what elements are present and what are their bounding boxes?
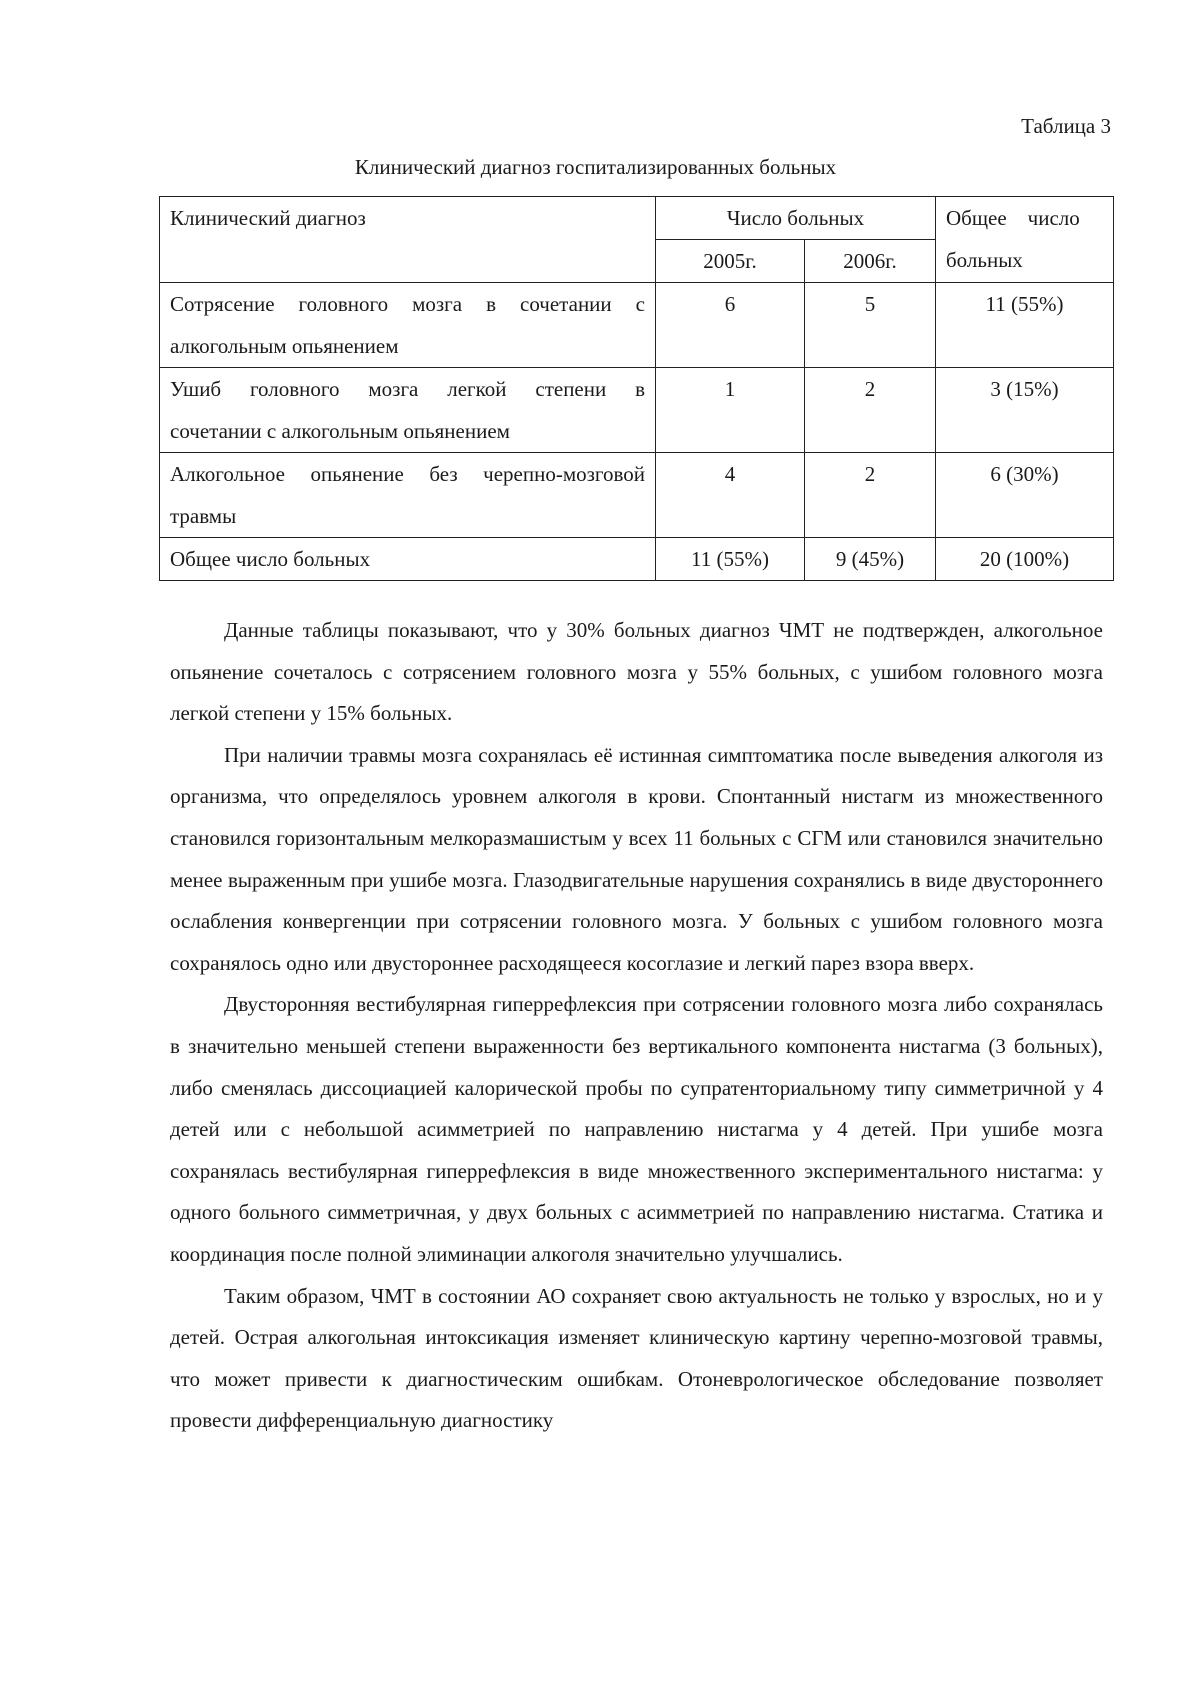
paragraph: Двусторонняя вестибулярная гиперрефлексия при сотрясении головного мозга либо сохранялась в значительно меньшей степени выраженности без вертикального компонента нистагма (3 больных), либо сменялась диссоциацией калорической пробы по супратенториальному типу симметричной у 4 детей или с небольшой асимметрией по направлению нистагма у 4 детей. При ушибе мозга сохранялась вестибулярная гиперрефлексия в виде множественного экспериментального нистагма: у одного больного симметричная, у двух больных с асимметрией по направлению нистагма. Статика и координация после полной элиминации алкоголя значительно улучшались.	[170, 992, 1103, 1266]
row-2006: 2	[805, 453, 936, 538]
row-total: 3 (15%)	[936, 368, 1114, 453]
row-2005: 6	[656, 283, 805, 368]
paragraph: При наличии травмы мозга сохранялась её истинная симптоматика после выведения алкоголя из организма, что определялось уровнем алкоголя в крови. Спонтанный нистагм из множественного становился горизонтальным мелкоразмашистым у всех 11 больных с СГМ или становился значительно менее выраженным при ушибе мозга. Глазодвигательные нарушения сохранялись в виде двустороннего ослабления конвергенции при сотрясении головного мозга. У больных с ушибом головного мозга сохранялось одно или двустороннее расходящееся косоглазие и легкий парез взора вверх.	[170, 742, 1103, 975]
table-footer-row	[160, 538, 1114, 581]
row-diagnosis-line2: алкогольным опьянением	[170, 334, 399, 358]
header-total-line1: Общее число	[946, 206, 1080, 230]
table-row	[160, 283, 1114, 368]
row-total: 6 (30%)	[936, 453, 1114, 538]
table-header-row	[160, 197, 1114, 240]
row-diagnosis	[160, 368, 656, 453]
footer-2005: 11 (55%)	[656, 538, 805, 581]
row-total: 11 (55%)	[936, 283, 1114, 368]
paragraph: Таким образом, ЧМТ в состоянии АО сохраняет свою актуальность не только у взрослых, но и у детей. Острая алкогольная интоксикация изменяет клиническую картину черепно-мозговой травмы, что может привести к диагностическим ошибкам. Отоневрологическое обследование позволяет провести дифференциальную диагностику	[170, 1283, 1103, 1433]
table-row	[160, 453, 1114, 538]
header-count: Число больных	[656, 197, 936, 240]
row-diagnosis	[160, 283, 656, 368]
row-diagnosis-line1: Ушиб головного мозга легкой степени в	[170, 377, 645, 401]
header-total	[936, 197, 1114, 283]
header-year-2006: 2006г.	[805, 240, 936, 283]
row-diagnosis-line2: сочетании с алкогольным опьянением	[170, 419, 510, 443]
row-diagnosis-line1: Алкогольное опьянение без черепно-мозговой	[170, 462, 645, 486]
diagnosis-table	[159, 196, 1114, 581]
table-title: Клинический диагноз госпитализированных больных	[354, 155, 837, 179]
paragraph: Данные таблицы показывают, что у 30% больных диагноз ЧМТ не подтвержден, алкогольное опьянение сочеталось с сотрясением головного мозга у 55% больных, с ушибом головного мозга легкой степени у 15% больных.	[170, 618, 1103, 726]
footer-total: 20 (100%)	[936, 538, 1114, 581]
table-number: Таблица 3	[1021, 114, 1111, 138]
header-diagnosis: Клинический диагноз	[160, 197, 656, 283]
row-2005: 4	[656, 453, 805, 538]
row-diagnosis-line1: Сотрясение головного мозга в сочетании с	[170, 292, 645, 316]
row-2006: 2	[805, 368, 936, 453]
footer-label: Общее число больных	[160, 538, 656, 581]
table-row	[160, 368, 1114, 453]
row-diagnosis	[160, 453, 656, 538]
row-2006: 5	[805, 283, 936, 368]
row-2005: 1	[656, 368, 805, 453]
header-total-line2: больных	[946, 248, 1023, 272]
footer-2006: 9 (45%)	[805, 538, 936, 581]
row-diagnosis-line2: травмы	[170, 504, 237, 528]
header-year-2005: 2005г.	[656, 240, 805, 283]
body-text	[170, 610, 1103, 1442]
